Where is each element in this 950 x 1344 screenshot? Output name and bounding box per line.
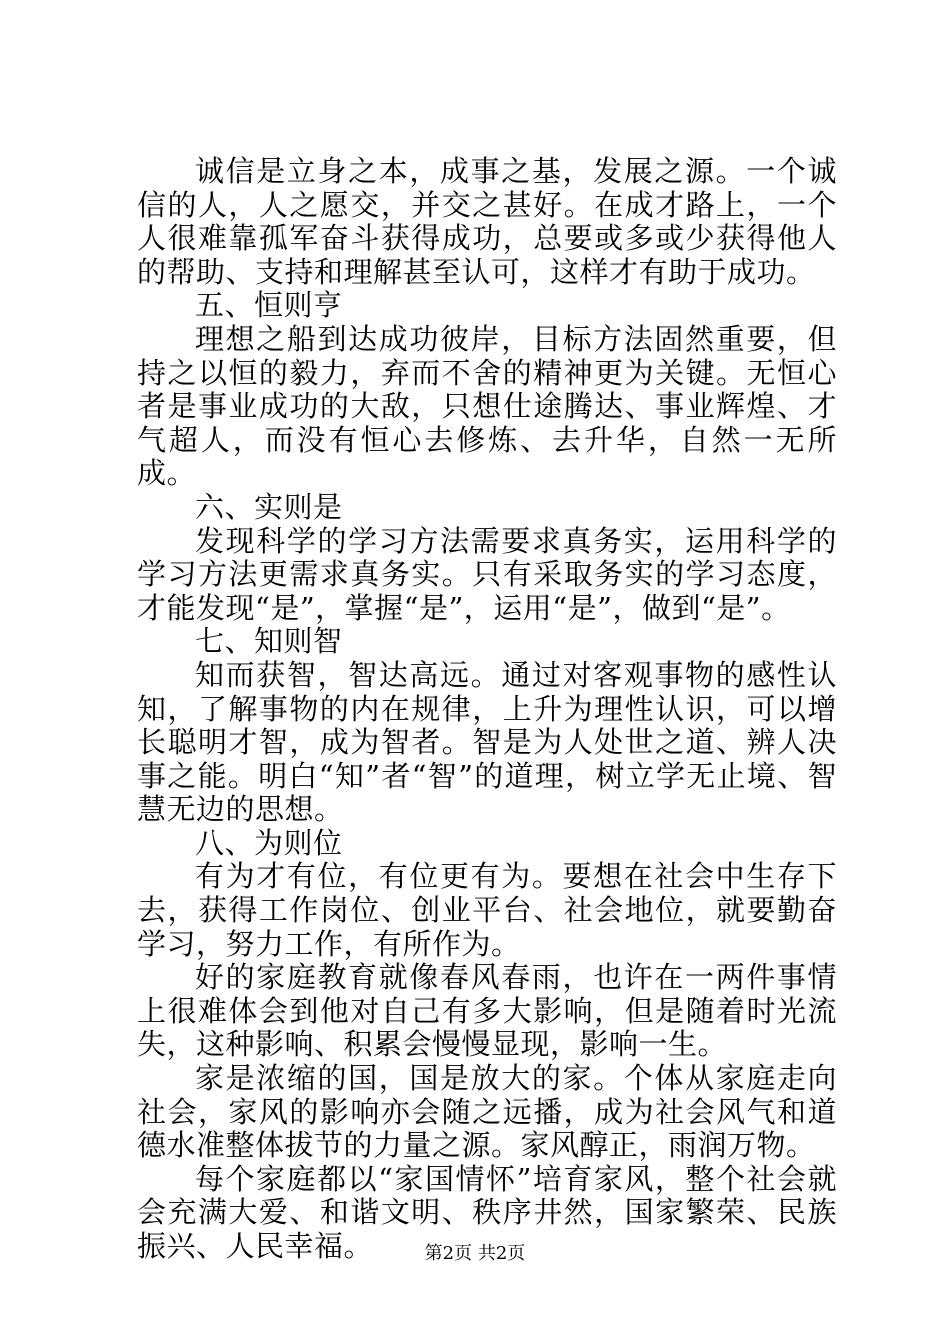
heading-knowledge: 七、知则智: [195, 624, 343, 659]
paragraph-knowledge: 知而获智，智达高远。通过对客观事物的感性认知，了解事物的内在规律，上升为理性认识，可以增长聪明才智，成为智者。智是为人处世之道、辨人决事之能。明白“知”者“智”的道理，树立学无止境、智慧无边的思想。: [137, 657, 837, 827]
paragraph-action: 有为才有位，有位更有为。要想在社会中生存下去，获得工作岗位、创业平台、社会地位，就要勤奋学习，努力工作，有所作为。: [137, 859, 837, 961]
page-footer: [0, 1242, 950, 1266]
document-body: [137, 155, 837, 1264]
paragraph-family-tradition: 每个家庭都以“家国情怀”培育家风，整个社会就会充满大爱、和谐文明、秩序井然，国家繁荣、民族振兴、人民幸福。: [137, 1161, 837, 1263]
paragraph-practicality: 发现科学的学习方法需要求真务实，运用科学的学习方法更需求真务实。只有采取务实的学习态度，才能发现“是”，掌握“是”，运用“是”，做到“是”。: [137, 523, 837, 625]
heading-action: 八、为则位: [195, 825, 343, 860]
paragraph-perseverance: 理想之船到达成功彼岸，目标方法固然重要，但持之以恒的毅力，弃而不舍的精神更为关键。无恒心者是事业成功的大敌，只想仕途腾达、事业辉煌、才气超人，而没有恒心去修炼、去升华，自然一无所成。: [137, 321, 837, 491]
paragraph-family-nation: 家是浓缩的国，国是放大的家。个体从家庭走向社会，家风的影响亦会随之远播，成为社会风气和道德水准整体拔节的力量之源。家风醇正，雨润万物。: [137, 1061, 837, 1163]
page-number-label: 第2页 共2页: [424, 1243, 526, 1264]
heading-practicality: 六、实则是: [195, 489, 343, 524]
paragraph-family-education: 好的家庭教育就像春风春雨，也许在一两件事情上很难体会到他对自己有多大影响，但是随着时光流失，这种影响、积累会慢慢显现，影响一生。: [137, 960, 837, 1062]
heading-perseverance: 五、恒则亨: [195, 288, 343, 323]
paragraph-integrity: 诚信是立身之本，成事之基，发展之源。一个诚信的人，人之愿交，并交之甚好。在成才路上，一个人很难靠孤军奋斗获得成功，总要或多或少获得他人的帮助、支持和理解甚至认可，这样才有助于成功。: [137, 154, 837, 289]
